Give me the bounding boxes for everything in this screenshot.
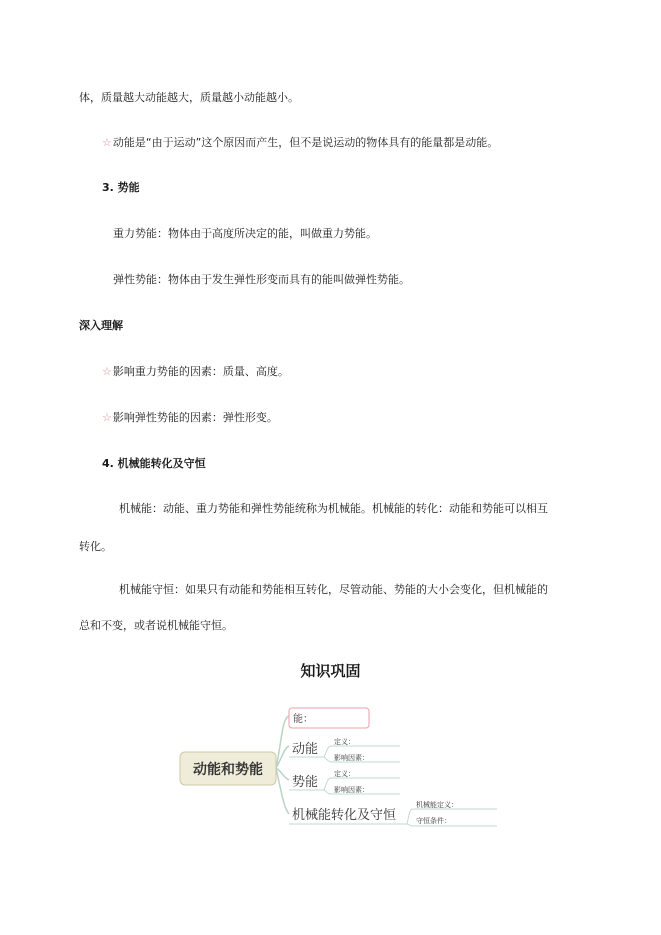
mindmap-kinetic-label: 动能 <box>292 742 319 757</box>
paragraph-gravitational-potential: 重力势能：物体由于高度所决定的能，叫做重力势能。 <box>113 227 377 240</box>
mindmap-mechanical-label: 机械能转化及守恒 <box>292 808 397 823</box>
paragraph-mechanical-definition-cont: 转化。 <box>79 540 112 553</box>
heading-mechanical-energy: 4. 机械能转化及守恒 <box>102 457 206 470</box>
mindmap-potential-factor: 影响因素： <box>334 786 369 794</box>
paragraph-mechanical-definition: 机械能：动能、重力势能和弹性势能统称为机械能。机械能的转化：动能和势能可以相互 <box>119 502 548 515</box>
mindmap-mech-def: 机械能定义： <box>416 801 458 809</box>
mindmap-kinetic-factor: 影响因素： <box>334 754 369 762</box>
mindmap-energy-label: 能： <box>293 714 313 725</box>
mindmap-kinetic-def: 定义： <box>334 738 355 746</box>
mindmap-connectors <box>276 716 289 814</box>
star-icon: ☆ <box>102 136 112 149</box>
paragraph-elastic-potential: 弹性势能：物体由于发生弹性形变而具有的能叫做弹性势能。 <box>113 273 410 286</box>
star-icon: ☆ <box>102 365 112 378</box>
paragraph-conservation-cont: 总和不变，或者说机械能守恒。 <box>79 619 233 632</box>
mindmap-potential-def: 定义： <box>334 770 355 778</box>
heading-potential-energy: 3. 势能 <box>102 181 140 194</box>
paragraph-mass-kinetic: 体，质量越大动能越大，质量越小动能越小。 <box>79 91 299 104</box>
mindmap-mech-cond: 守恒条件： <box>416 817 451 825</box>
star-icon: ☆ <box>102 411 112 424</box>
note-kinetic-cause: ☆动能是“由于运动”这个原因而产生，但不是说运动的物体具有的能量都是动能。 <box>102 136 499 149</box>
note-elastic-factors: ☆影响弹性势能的因素：弹性形变。 <box>102 411 278 424</box>
note-gravitational-factors: ☆影响重力势能的因素：质量、高度。 <box>102 365 289 378</box>
paragraph-conservation: 机械能守恒：如果只有动能和势能相互转化，尽管动能、势能的大小会变化，但机械能的 <box>119 583 548 596</box>
mindmap-potential-label: 势能 <box>292 775 319 790</box>
section-title: 知识巩固 <box>300 662 361 680</box>
heading-deep-understanding: 深入理解 <box>79 319 123 332</box>
mindmap-root-label: 动能和势能 <box>193 762 263 778</box>
